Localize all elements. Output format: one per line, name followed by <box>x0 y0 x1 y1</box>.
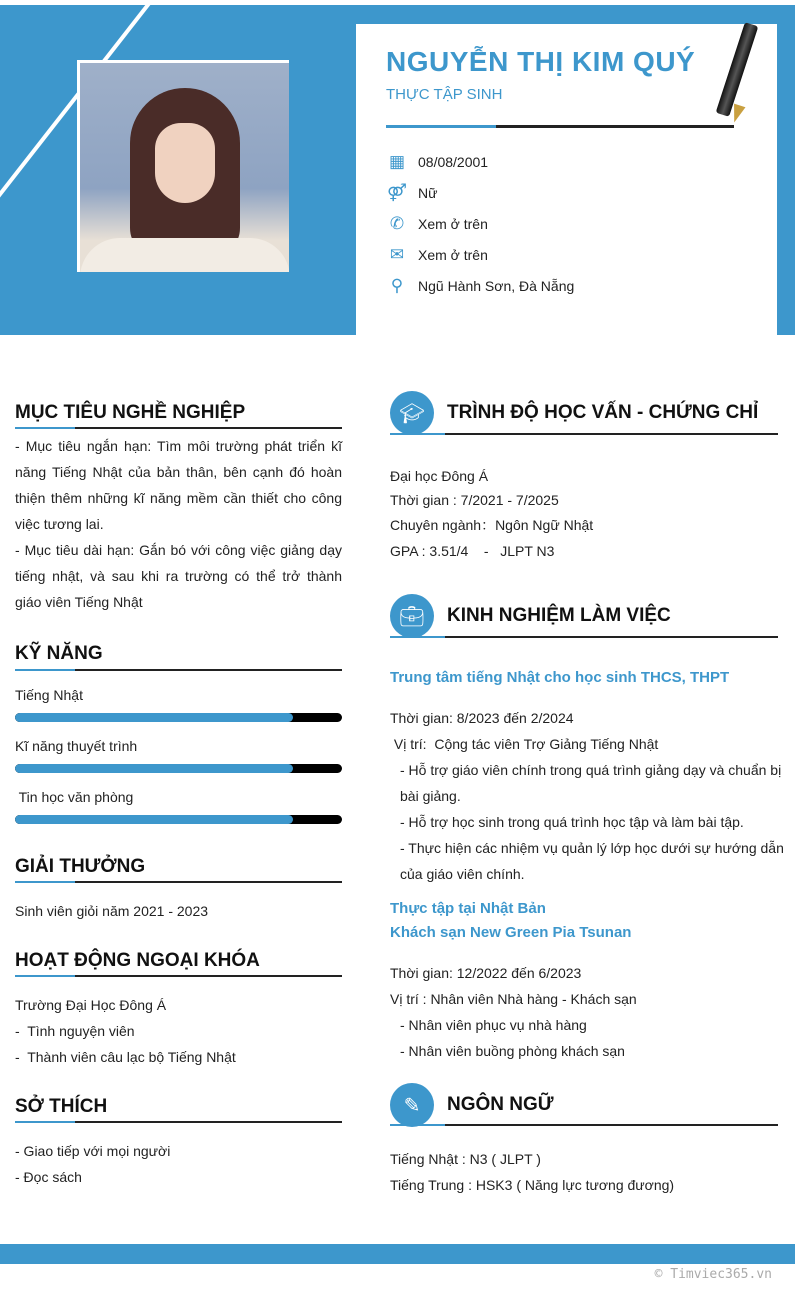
briefcase-icon: 💼︎ <box>390 594 434 638</box>
language-item: Tiếng Trung : HSK3 ( Năng lực tương đương) <box>390 1177 675 1193</box>
job-duty: - Thực hiện các nhiệm vụ quản lý lớp học dưới sự hướng dẫn của giáo viên chính. <box>400 840 784 882</box>
graduation-cap-icon: 🎓︎ <box>390 391 434 435</box>
job-position: Vị trí: Cộng tác viên Trợ Giảng Tiếng Nhật <box>390 736 659 752</box>
contact-phone <box>386 214 488 234</box>
skill-bar <box>15 815 342 824</box>
footer-band <box>0 1244 795 1264</box>
contact-gender <box>386 183 437 203</box>
hobby-item: - Đọc sách <box>15 1169 82 1185</box>
objective-title: MỤC TIÊU NGHỀ NGHIỆP <box>15 402 246 423</box>
education-time: Thời gian : 7/2021 - 7/2025 <box>390 492 559 508</box>
activity-item: Trường Đại Học Đông Á <box>15 997 167 1013</box>
address-value: Ngũ Hành Sơn, Đà Nẵng <box>418 278 575 294</box>
award-item: Sinh viên giỏi năm 2021 - 2023 <box>15 903 209 919</box>
experience-title: KINH NGHIỆM LÀM VIỆC <box>447 605 671 626</box>
skill-bar <box>15 713 342 722</box>
divider <box>390 636 778 638</box>
contact-dob <box>386 152 488 172</box>
education-gpa: GPA : 3.51/4 - JLPT N3 <box>390 543 555 559</box>
education-major: Chuyên ngành：Ngôn Ngữ Nhật <box>390 517 594 533</box>
hobby-item: - Giao tiếp với mọi người <box>15 1143 171 1159</box>
contact-address <box>386 276 574 296</box>
location-icon: ⚲ <box>390 276 404 295</box>
skills-title: KỸ NĂNG <box>15 643 103 664</box>
gender-value: Nữ <box>418 185 438 201</box>
divider <box>15 881 342 883</box>
divider <box>390 1124 778 1126</box>
hobbies-title: SỞ THÍCH <box>15 1096 108 1117</box>
skill-label: Tin học văn phòng <box>15 789 134 805</box>
education-title: TRÌNH ĐỘ HỌC VẤN - CHỨNG CHỈ <box>447 402 759 423</box>
job-duty: - Nhân viên buồng phòng khách sạn <box>400 1043 625 1059</box>
calendar-icon: ▦ <box>388 152 406 171</box>
candidate-name: NGUYỄN THỊ KIM QUÝ <box>386 46 696 77</box>
objective-short: - Mục tiêu ngắn hạn: Tìm môi trường phát triển kĩ năng Tiếng Nhật của bản thân, bên cạnh đó hoàn thiện thêm những kĩ năng mềm cần thiết cho công việc tương lai. <box>15 438 342 532</box>
gender-icon: ⚤ <box>387 183 407 202</box>
candidate-role: THỰC TẬP SINH <box>386 86 503 103</box>
divider <box>15 1121 342 1123</box>
job-company-detail: Khách sạn New Green Pia Tsunan <box>390 924 632 941</box>
objective-long: - Mục tiêu dài hạn: Gắn bó với công việc giảng dạy tiếng nhật, và sau khi ra trường có thể trở thành giáo viên Tiếng Nhật <box>15 542 342 610</box>
job-company: Trung tâm tiếng Nhật cho học sinh THCS, THPT <box>390 669 730 686</box>
divider <box>390 433 778 435</box>
copyright: © Timviec365.vn <box>654 1267 772 1282</box>
awards-title: GIẢI THƯỞNG <box>15 856 146 877</box>
activity-item: - Tình nguyện viên <box>15 1023 135 1039</box>
languages-title: NGÔN NGỮ <box>447 1094 554 1115</box>
activities-title: HOẠT ĐỘNG NGOẠI KHÓA <box>15 950 260 971</box>
divider <box>386 125 734 128</box>
job-time: Thời gian: 8/2023 đến 2/2024 <box>390 710 574 726</box>
job-duty: - Nhân viên phục vụ nhà hàng <box>400 1017 587 1033</box>
phone-icon: ✆ <box>389 214 405 233</box>
job-company: Thực tập tại Nhật Bản <box>390 900 546 917</box>
phone-value: Xem ở trên <box>418 216 488 232</box>
job-position: Vị trí : Nhân viên Nhà hàng - Khách sạn <box>390 991 637 1007</box>
job-duty: - Hỗ trợ giáo viên chính trong quá trình giảng dạy và chuẩn bị bài giảng. <box>400 762 782 804</box>
job-duty: - Hỗ trợ học sinh trong quá trình học tập và làm bài tập. <box>400 814 744 830</box>
skill-label: Kĩ năng thuyết trình <box>15 738 138 754</box>
activity-item: - Thành viên câu lạc bộ Tiếng Nhật <box>15 1049 236 1065</box>
skill-bar <box>15 764 342 773</box>
email-icon: ✉ <box>389 245 405 264</box>
skill-label: Tiếng Nhật <box>15 687 83 703</box>
dob-value: 08/08/2001 <box>418 154 489 170</box>
education-school: Đại học Đông Á <box>390 468 489 484</box>
job-time: Thời gian: 12/2022 đến 6/2023 <box>390 965 582 981</box>
pencil-icon: ✎ <box>390 1083 434 1127</box>
contact-email <box>386 245 488 265</box>
divider <box>15 975 342 977</box>
divider <box>15 669 342 671</box>
profile-photo <box>77 60 289 272</box>
email-value: Xem ở trên <box>418 247 488 263</box>
language-item: Tiếng Nhật : N3 ( JLPT ) <box>390 1151 541 1167</box>
divider <box>15 427 342 429</box>
